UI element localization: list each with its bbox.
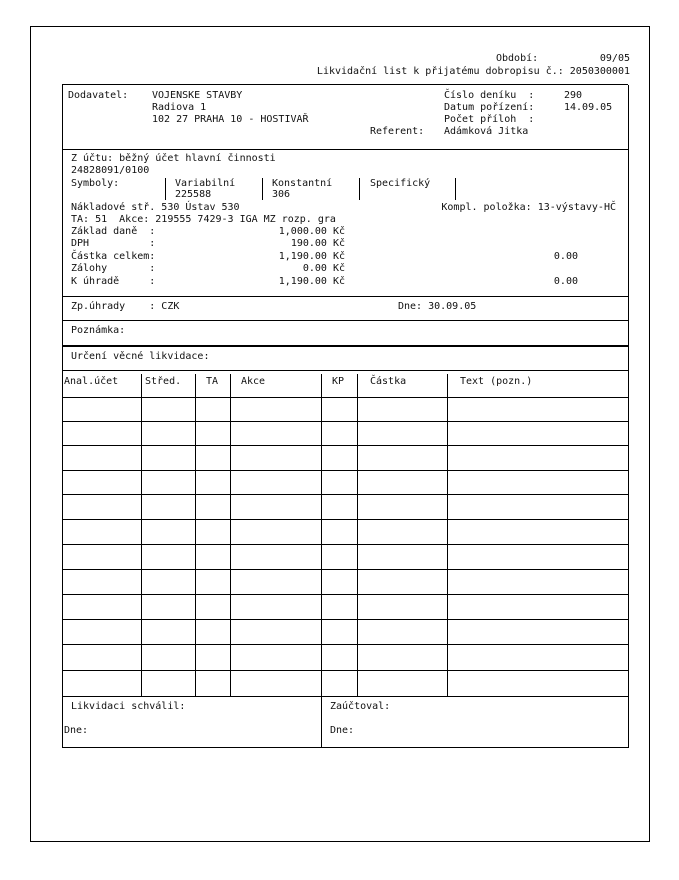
amount-value: 1,000.00 Kč xyxy=(278,226,345,237)
period-value: 09/05 xyxy=(599,53,630,64)
col-header-ta: TA xyxy=(206,376,219,387)
symbols-sep-4 xyxy=(455,178,456,200)
amount-label: Zálohy : xyxy=(71,263,156,274)
payment-method: Zp.úhrady : CZK xyxy=(71,301,180,312)
col-header-kp: KP xyxy=(332,376,345,387)
amount-value: 190.00 Kč xyxy=(290,238,345,249)
col-header-action: Akce xyxy=(241,376,266,387)
table-row xyxy=(62,569,628,570)
table-row xyxy=(62,519,628,520)
table-row xyxy=(62,421,628,422)
col-sep xyxy=(321,374,322,697)
right-border xyxy=(628,85,629,748)
journal-number-label: Číslo deníku : xyxy=(444,90,535,101)
table-row xyxy=(62,470,628,471)
table-row xyxy=(62,494,628,495)
supplier-city: 102 27 PRAHA 10 - HOSTIVAŘ xyxy=(152,114,309,125)
amount-label: DPH : xyxy=(71,238,156,249)
referent-label: Referent: xyxy=(370,126,425,137)
supplier-divider xyxy=(62,149,628,150)
document-title: Likvidační list k přijatému dobropisu č.: 2050300001 xyxy=(316,66,630,77)
amount-value: 0.00 Kč xyxy=(302,263,345,274)
variable-symbol-label: Variabilní xyxy=(175,178,236,189)
attachments-label: Počet příloh : xyxy=(444,114,535,125)
table-row xyxy=(62,594,628,595)
note-label: Poznámka: xyxy=(71,325,126,336)
acquired-date-label: Datum pořízení: xyxy=(444,102,535,113)
col-sep xyxy=(195,374,196,697)
left-border xyxy=(62,85,63,748)
booked-by-label: Zaúčtoval: xyxy=(330,701,391,712)
account-label: Z účtu: běžný účet hlavní činnosti xyxy=(71,153,276,164)
table-row xyxy=(62,670,628,671)
journal-number-value: 290 xyxy=(564,90,583,101)
table-row xyxy=(62,544,628,545)
symbols-sep-3 xyxy=(359,178,360,200)
col-sep xyxy=(357,374,358,697)
col-header-amount: Částka xyxy=(370,376,407,387)
acquired-date-value: 14.09.05 xyxy=(564,102,613,113)
supplier-label: Dodavatel: xyxy=(68,90,129,101)
symbols-label: Symboly: xyxy=(71,178,120,189)
col-sep xyxy=(230,374,231,697)
period-label: Období: xyxy=(496,53,539,64)
amount-label: Základ daně : xyxy=(71,226,156,237)
amount-value: 1,190.00 Kč xyxy=(278,251,345,262)
amount-extra: 0.00 xyxy=(553,276,578,287)
specific-symbol-label: Specifický xyxy=(370,178,431,189)
approved-by-label: Likvidaci schválil: xyxy=(71,701,186,712)
amount-label: K úhradě : xyxy=(71,276,156,287)
supplier-name: VOJENSKE STAVBY xyxy=(152,90,243,101)
symbols-sep-2 xyxy=(262,178,263,200)
payment-divider xyxy=(62,320,628,321)
table-row xyxy=(62,644,628,645)
header-rule xyxy=(62,84,628,85)
account-number: 24828091/0100 xyxy=(71,165,150,176)
col-header-center: Střed. xyxy=(145,376,182,387)
complex-item: Kompl. položka: 13-výstavy-HČ xyxy=(441,202,616,213)
cost-center-line: Nákladové stř. 530 Ústav 530 xyxy=(71,202,240,213)
signature-bottom-rule xyxy=(62,747,628,748)
referent-value: Adámková Jitka xyxy=(444,126,529,137)
amounts-divider xyxy=(62,296,628,297)
supplier-street: Radiova 1 xyxy=(152,102,207,113)
table-row xyxy=(62,696,628,697)
ta-action-line: TA: 51 Akce: 219555 7429-3 IGA MZ rozp. gra xyxy=(71,214,336,225)
note-divider xyxy=(62,345,628,347)
table-row xyxy=(62,619,628,620)
table-row xyxy=(62,445,628,446)
amount-value: 1,190.00 Kč xyxy=(278,276,345,287)
col-header-account: Anal.účet xyxy=(64,376,119,387)
col-sep xyxy=(447,374,448,697)
constant-symbol-value: 306 xyxy=(272,189,291,200)
booked-date-label: Dne: xyxy=(330,725,355,736)
constant-symbol-label: Konstantní xyxy=(272,178,333,189)
approved-date-label: Dne: xyxy=(64,725,89,736)
liquidation-divider xyxy=(62,370,628,371)
col-header-text: Text (pozn.) xyxy=(460,376,533,387)
table-row xyxy=(62,397,628,398)
liquidation-label: Určení věcné likvidace: xyxy=(71,351,210,362)
signature-sep xyxy=(321,697,322,748)
amount-extra: 0.00 xyxy=(553,251,578,262)
symbols-sep-1 xyxy=(165,178,166,200)
col-sep xyxy=(141,374,142,697)
amount-label: Částka celkem: xyxy=(71,251,156,262)
variable-symbol-value: 225588 xyxy=(175,189,212,200)
payment-date: Dne: 30.09.05 xyxy=(398,301,477,312)
